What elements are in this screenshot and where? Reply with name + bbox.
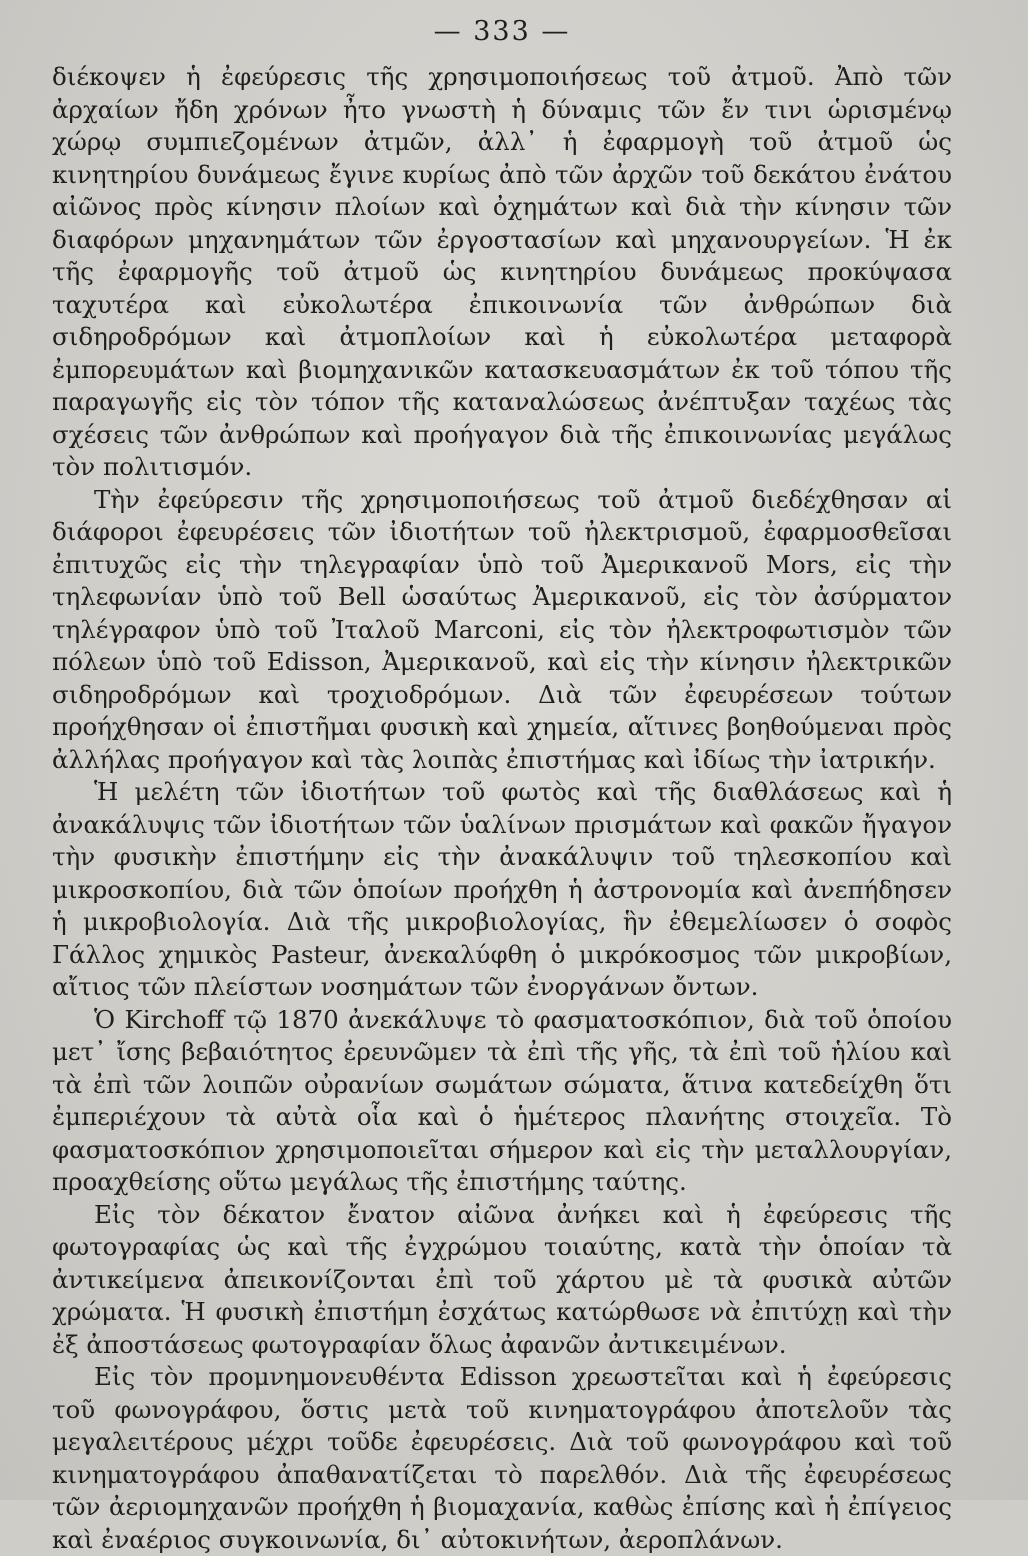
paragraph-1: διέκοψεν ἡ ἐφεύρεσις τῆς χρησιμοποιήσεως τοῦ ἀτμοῦ. Ἀπὸ τῶν ἀρχαίων ἤδη χρόνων ἦτο γνωστὴ ἡ δύναμις τῶν ἔν τινι ὡρισμένῳ χώρῳ συμπιεζομένων ἀτμῶν, ἀλλ᾽ ἡ ἐφαρμογὴ τοῦ ἀτμοῦ ὡς κινητηρίου δυνάμεως ἔγινε κυρίως ἀπὸ τῶν ἀρχῶν τοῦ δεκάτου ἐνάτου αἰῶνος πρὸς κίνησιν πλοίων καὶ ὀχημάτων καὶ διὰ τὴν κίνησιν τῶν διαφόρων μηχανημάτων τῶν ἐργοστασίων καὶ μηχανουργείων. Ἡ ἐκ τῆς ἐφαρμογῆς τοῦ ἀτμοῦ ὡς κινητηρίου δυνάμεως προκύψασα ταχυτέρα καὶ εὐκολωτέρα ἐπικοινωνία τῶν ἀνθρώπων διὰ σιδηροδρόμων καὶ ἀτμοπλοίων καὶ ἡ εὐκολωτέρα μεταφορὰ ἐμπορευμάτων καὶ βιομηχανικῶν κατασκευασμάτων ἐκ τοῦ τόπου τῆς παραγωγῆς εἰς τὸν τόπον τῆς καταναλώσεως ἀνέπτυξαν ταχέως τὰς σχέσεις τῶν ἀνθρώπων καὶ προήγαγον διὰ τῆς ἐπικοινωνίας μεγάλως τὸν πολιτισμόν. [52,62,952,481]
paragraph-2: Τὴν ἐφεύρεσιν τῆς χρησιμοποιήσεως τοῦ ἀτμοῦ διεδέχθησαν αἱ διάφοροι ἐφευρέσεις τῶν ἰδιοτήτων τοῦ ἠλεκτρισμοῦ, ἐφαρμοσθεῖσαι ἐπιτυχῶς εἰς τὴν τηλεγραφίαν ὑπὸ τοῦ Ἀμερικανοῦ Mors, εἰς τὴν τηλεφωνίαν ὑπὸ τοῦ Bell ὡσαύτως Ἀμερικανοῦ, εἰς τὸν ἀσύρματον τηλέγραφον ὑπὸ τοῦ Ἰταλοῦ Marconi, εἰς τὸν ἠλεκτροφωτισμὸν τῶν πόλεων ὑπὸ τοῦ Edisson, Ἀμερικανοῦ, καὶ εἰς τὴν κίνησιν ἠλεκτρικῶν σιδηροδρόμων καὶ τροχιοδρόμων. Διὰ τῶν ἐφευρέσεων τούτων προήχθησαν οἱ ἐπιστῆμαι φυσικὴ καὶ χημεία, αἵτινες βοηθούμεναι πρὸς ἀλλήλας προήγαγον καὶ τὰς λοιπὰς ἐπιστήμας καὶ ἰδίως τὴν ἰατρικήν. [52,484,952,774]
page-number: — 333 — [433,16,571,47]
paragraph-5: Εἰς τὸν δέκατον ἔνατον αἰῶνα ἀνήκει καὶ ἡ ἐφεύρεσις τῆς φωτογραφίας ὡς καὶ τῆς ἐγχρώμου τοιαύτης, κατὰ τὴν ὁποίαν τὰ ἀντικείμενα ἀπεικονίζονται ἐπὶ τοῦ χάρτου μὲ τὰ φυσικὰ αὐτῶν χρώματα. Ἡ φυσικὴ ἐπιστήμη ἐσχάτως κατώρθωσε νὰ ἐπιτύχῃ καὶ τὴν ἐξ ἀποστάσεως φωτογραφίαν ὅλως ἀφανῶν ἀντικειμένων. [52,1199,952,1359]
paragraph-3: Ἡ μελέτη τῶν ἰδιοτήτων τοῦ φωτὸς καὶ τῆς διαθλάσεως καὶ ἡ ἀνακάλυψις τῶν ἰδιοτήτων τῶν ὑαλίνων πρισμάτων καὶ φακῶν ἤγαγον τὴν φυσικὴν ἐπιστήμην εἰς τὴν ἀνακάλυψιν τοῦ τηλεσκοπίου καὶ μικροσκοπίου, διὰ τῶν ὁποίων προήχθη ἡ ἀστρονομία καὶ ἀνεπήδησεν ἡ μικροβιολογία. Διὰ τῆς μικροβιολογίας, ἣν ἐθεμελίωσεν ὁ σοφὸς Γάλλος χημικὸς Pasteur, ἀνεκαλύφθη ὁ μικρόκοσμος τῶν μικροβίων, αἴτιος τῶν πλείστων νοσημάτων τῶν ἐνοργάνων ὄντων. [52,777,952,1001]
paragraph-4: Ὁ Kirchoff τῷ 1870 ἀνεκάλυψε τὸ φασματοσκόπιον, διὰ τοῦ ὁποίου μετ᾽ ἴσης βεβαιότητος ἐρευνῶμεν τὰ ἐπὶ τῆς γῆς, τὰ ἐπὶ τοῦ ἡλίου καὶ τὰ ἐπὶ τῶν λοιπῶν οὐρανίων σωμάτων σώματα, ἅτινα κατεδείχθη ὅτι ἐμπεριέχουν τὰ αὐτὰ οἷα καὶ ὁ ἡμέτερος πλανήτης στοιχεῖα. Τὸ φασματοσκόπιον χρησιμοποιεῖται σήμερον καὶ εἰς τὴν μεταλλουργίαν, προαχθείσης οὕτω μεγάλως τῆς ἐπιστήμης ταύτης. [52,1004,952,1196]
body-text [52,61,952,1556]
paragraph-6: Εἰς τὸν προμνημονευθέντα Edisson χρεωστεῖται καὶ ἡ ἐφεύρεσις τοῦ φωνογράφου, ὅστις μετὰ τοῦ κινηματογράφου ἀποτελοῦν τὰς μεγαλειτέρους μέχρι τοῦδε ἐφευρέσεις. Διὰ τοῦ φωνογράφου καὶ τοῦ κινηματογράφου ἀπαθανατίζεται τὸ παρελθόν. Διὰ τῆς ἐφευρέσεως τῶν ἀεριομηχανῶν προήχθη ἡ βιομαχανία, καθὼς ἐπίσης καὶ ἡ ἐπίγειος καὶ ἐναέριος συγκοινωνία, δι᾽ αὐτοκινήτων, ἀεροπλάνων. [52,1362,952,1554]
